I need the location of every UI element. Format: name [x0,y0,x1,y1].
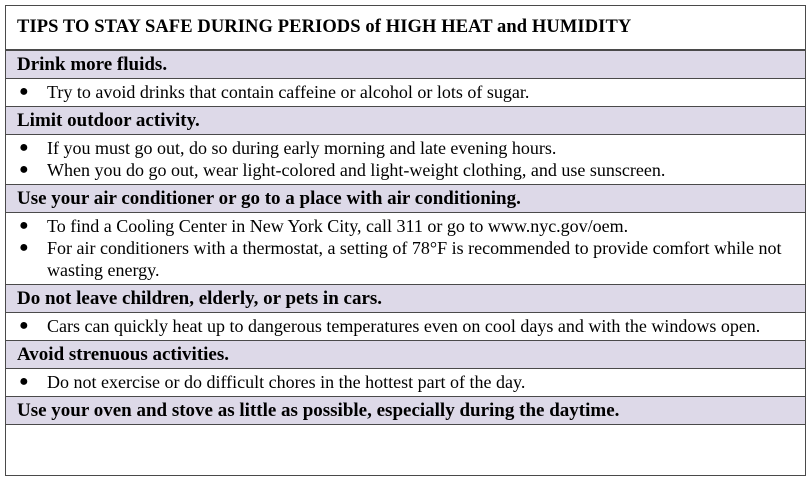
bullet-icon: ● [19,373,29,390]
section-list-air-conditioning [6,213,805,285]
section-heading-air-conditioning: Use your air conditioner or go to a place with air conditioning. [6,184,805,213]
table-title: TIPS TO STAY SAFE DURING PERIODS of HIGH HEAT and HUMIDITY [6,6,805,50]
list-item: ● For air conditioners with a thermostat, a setting of 78°F is recommended to provide comfort while not wasting energy. [19,238,782,280]
list-item: ● Do not exercise or do difficult chores in the hottest part of the day. [19,372,526,392]
section-heading-cars: Do not leave children, elderly, or pets in cars. [6,284,805,313]
list-item: ● Cars can quickly heat up to dangerous temperatures even on cool days and with the windows open. [19,316,761,336]
section-list-cars [6,313,805,341]
bullet-icon: ● [19,239,29,256]
section-list-drink-fluids [6,79,805,107]
section-list-strenuous [6,369,805,397]
section-heading-limit-outdoor: Limit outdoor activity. [6,106,805,135]
bullet-icon: ● [19,139,29,156]
list-item: ● To find a Cooling Center in New York City, call 311 or go to www.nyc.gov/oem. [19,216,629,236]
heat-safety-table [5,5,806,476]
section-heading-oven-stove: Use your oven and stove as little as possible, especially during the daytime. [6,396,805,425]
section-heading-strenuous: Avoid strenuous activities. [6,340,805,369]
bullet-icon: ● [19,161,29,178]
section-heading-drink-fluids: Drink more fluids. [6,50,805,79]
list-item: ● If you must go out, do so during early morning and late evening hours. [19,138,557,158]
bullet-icon: ● [19,83,29,100]
list-item: ● When you do go out, wear light-colored and light-weight clothing, and use sunscreen. [19,160,666,180]
bullet-icon: ● [19,317,29,334]
bullet-icon: ● [19,217,29,234]
section-list-limit-outdoor [6,135,805,185]
list-item: ● Try to avoid drinks that contain caffeine or alcohol or lots of sugar. [19,82,530,102]
